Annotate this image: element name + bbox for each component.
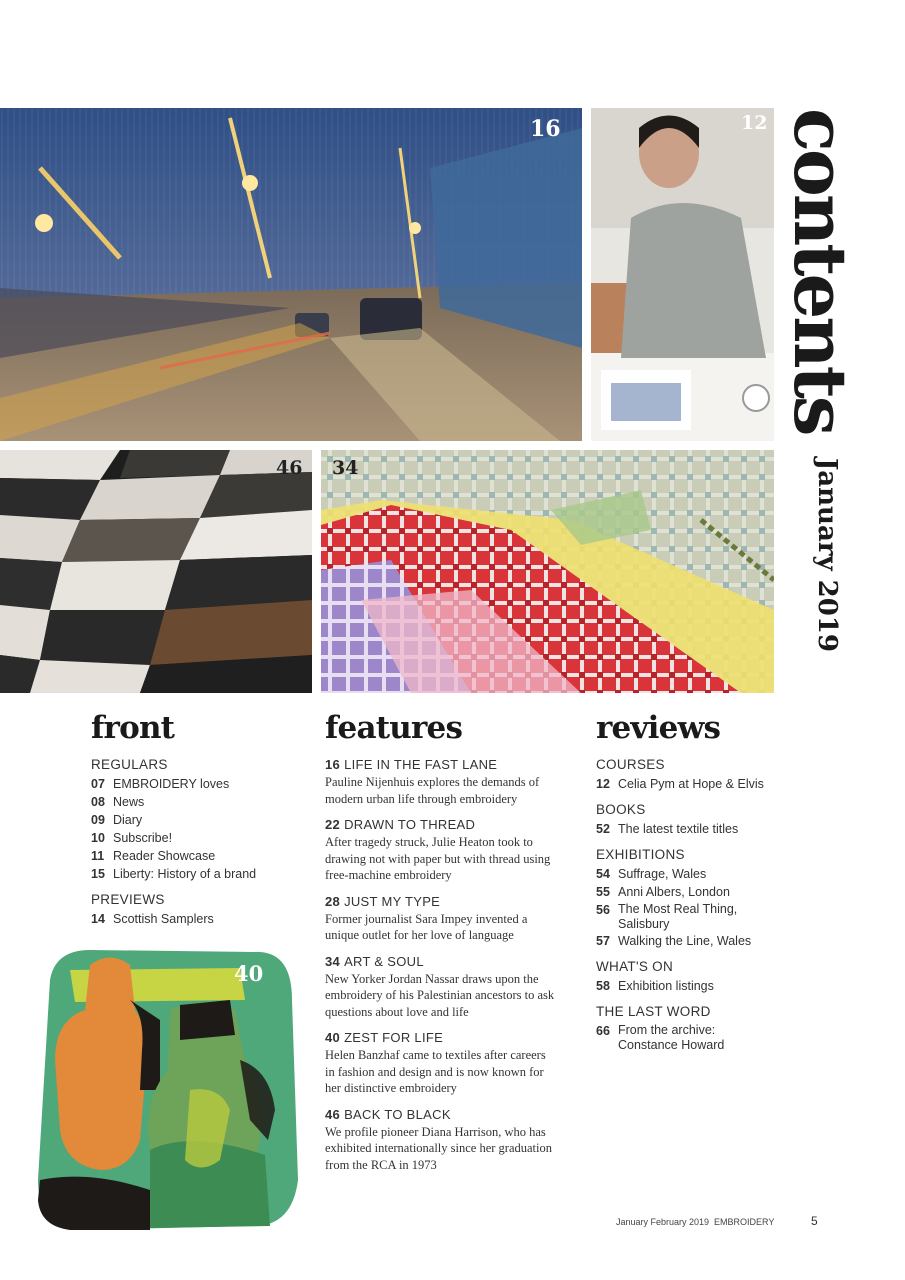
photo-number-46: 46 bbox=[276, 457, 303, 479]
list-item[interactable] bbox=[91, 910, 291, 928]
item-label: EMBROIDERY loves bbox=[113, 777, 230, 791]
page-number: 22 bbox=[325, 817, 341, 832]
feature-title: JUST MY TYPE bbox=[344, 893, 441, 909]
item-label: Walking the Line, Wales bbox=[618, 934, 752, 948]
item-label: The Most Real Thing, Salisbury bbox=[618, 902, 738, 931]
feature-description: Pauline Nijenhuis explores the demands of modern urban life through embroidery bbox=[325, 775, 540, 806]
feature-title: LIFE IN THE FAST LANE bbox=[344, 757, 498, 772]
feature-description: After tragedy struck, Julie Heaton took to drawing not with paper but with thread using free-machine embroidery bbox=[325, 835, 551, 882]
item-label: Liberty: History of a brand bbox=[113, 867, 257, 881]
item-label: News bbox=[113, 795, 145, 809]
section-title: WHAT'S ON bbox=[596, 959, 674, 974]
front-heading: front bbox=[91, 710, 175, 746]
features-column bbox=[325, 710, 565, 1182]
feature-item[interactable] bbox=[325, 953, 555, 1021]
page-number: 16 bbox=[325, 757, 341, 772]
photo-number-12: 12 bbox=[741, 112, 768, 134]
item-label: The latest textile titles bbox=[618, 822, 739, 836]
list-item[interactable] bbox=[596, 820, 786, 838]
features-heading: features bbox=[325, 710, 463, 746]
feature-item[interactable] bbox=[325, 816, 555, 884]
section-title: EXHIBITIONS bbox=[596, 847, 685, 862]
page-number: 07 bbox=[91, 777, 105, 791]
section-title: BOOKS bbox=[596, 802, 646, 817]
item-label: Anni Albers, London bbox=[618, 885, 730, 899]
list-item[interactable] bbox=[91, 847, 291, 865]
reviews-column bbox=[596, 710, 786, 1053]
feature-description: New Yorker Jordan Nassar draws upon the embroidery of his Palestinian ancestors to ask questions about love and life bbox=[325, 971, 555, 1019]
section-title: COURSES bbox=[596, 757, 665, 772]
list-item[interactable] bbox=[91, 829, 291, 847]
feature-description: Helen Banzhaf came to textiles after careers in fashion and design and is now known for her distinctive embroidery bbox=[325, 1048, 546, 1095]
page-number: 58 bbox=[596, 979, 610, 993]
front-section-regulars bbox=[91, 756, 291, 883]
page-title: contents bbox=[778, 108, 863, 434]
feature-item[interactable] bbox=[325, 1029, 555, 1097]
photo-cross-stitch bbox=[321, 450, 774, 693]
page-number: 08 bbox=[91, 795, 105, 809]
feature-description: Former journalist Sara Impey invented a unique outlet for her love of language bbox=[325, 911, 528, 942]
list-item[interactable] bbox=[596, 883, 786, 901]
item-label: Exhibition listings bbox=[618, 979, 714, 993]
section-title: THE LAST WORD bbox=[596, 1004, 711, 1019]
photo-black-white-textile bbox=[0, 450, 312, 693]
list-item[interactable] bbox=[596, 977, 786, 995]
footer-magazine: EMBROIDERY bbox=[714, 1217, 775, 1227]
page-number: 12 bbox=[596, 777, 610, 791]
page-number: 55 bbox=[596, 885, 610, 899]
page-number: 66 bbox=[596, 1024, 610, 1038]
feature-title: ART & SOUL bbox=[344, 953, 424, 969]
page-number: 28 bbox=[325, 893, 341, 909]
feature-title: BACK TO BLACK bbox=[344, 1106, 451, 1122]
page-number: 56 bbox=[596, 903, 610, 917]
page-number: 14 bbox=[91, 912, 105, 926]
photo-artist-at-work bbox=[591, 108, 774, 441]
item-label: Suffrage, Wales bbox=[618, 867, 707, 881]
photo-traffic-embroidery bbox=[0, 108, 582, 441]
page-number: 57 bbox=[596, 934, 610, 948]
feature-description: We profile pioneer Diana Harrison, who has exhibited internationally since her graduation from the RCA in 1973 bbox=[325, 1124, 553, 1172]
item-label: Reader Showcase bbox=[113, 849, 216, 863]
section-title: PREVIEWS bbox=[91, 892, 165, 907]
feature-item[interactable] bbox=[325, 756, 555, 807]
section-title: REGULARS bbox=[91, 757, 168, 772]
feature-title: DRAWN TO THREAD bbox=[344, 817, 476, 832]
feature-item[interactable] bbox=[325, 1106, 555, 1174]
page-number: 11 bbox=[91, 849, 105, 863]
list-item[interactable] bbox=[91, 811, 291, 829]
list-item[interactable] bbox=[91, 793, 291, 811]
front-column bbox=[91, 710, 291, 928]
page-number: 54 bbox=[596, 867, 610, 881]
issue-date: January 2019 bbox=[812, 458, 842, 653]
photo-number-40: 40 bbox=[234, 961, 264, 986]
item-label: Subscribe! bbox=[113, 831, 173, 845]
item-label: Scottish Samplers bbox=[113, 912, 214, 926]
list-item[interactable] bbox=[596, 901, 756, 932]
page-number: 46 bbox=[325, 1106, 341, 1122]
photo-number-34: 34 bbox=[332, 457, 359, 479]
photo-number-16: 16 bbox=[530, 116, 561, 142]
list-item[interactable] bbox=[596, 865, 786, 883]
page-number: 10 bbox=[91, 831, 105, 845]
front-section-previews bbox=[91, 891, 291, 928]
page-number-footer: 5 bbox=[811, 1214, 818, 1228]
feature-title: ZEST FOR LIFE bbox=[344, 1030, 444, 1045]
reviews-heading: reviews bbox=[596, 710, 721, 746]
list-item[interactable] bbox=[596, 1022, 746, 1053]
page-number: 34 bbox=[325, 953, 341, 969]
list-item[interactable] bbox=[596, 775, 786, 793]
item-label: Celia Pym at Hope & Elvis bbox=[618, 777, 764, 791]
item-label: From the archive: Constance Howard bbox=[618, 1023, 725, 1052]
list-item[interactable] bbox=[91, 775, 291, 793]
page-number: 15 bbox=[91, 867, 105, 881]
footer-issue: January February 2019 bbox=[616, 1217, 710, 1227]
list-item[interactable] bbox=[596, 932, 786, 950]
page-number: 09 bbox=[91, 813, 105, 827]
list-item[interactable] bbox=[91, 865, 291, 883]
item-label: Diary bbox=[113, 813, 143, 827]
page-number: 52 bbox=[596, 822, 610, 836]
feature-item[interactable] bbox=[325, 893, 555, 944]
page-number: 40 bbox=[325, 1030, 341, 1045]
